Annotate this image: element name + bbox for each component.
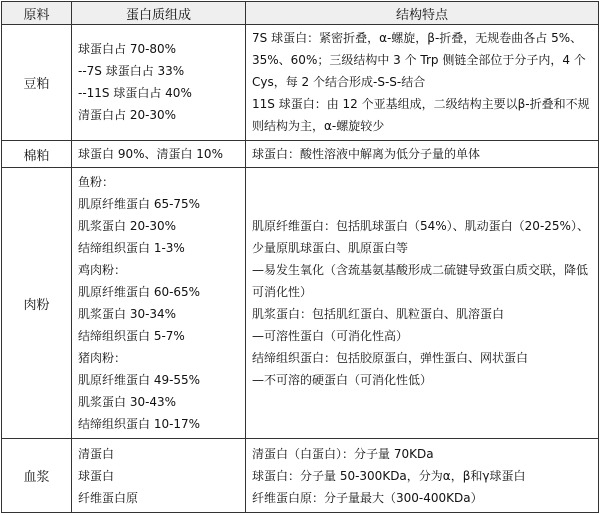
material-cell: 肉粉	[2, 168, 72, 439]
protein-line: 肌原纤维蛋白 49-55%	[78, 373, 201, 388]
protein-line: 纤维蛋白原	[78, 490, 139, 505]
structure-text: —易发生氧化（含巯基氨基酸形成二硫键导致蛋白质交联，降低可消化性）	[252, 263, 589, 300]
structure-cell	[246, 140, 599, 167]
protein-cell	[72, 25, 246, 141]
structure-text: 球蛋白：酸性溶液中解离为低分子量的单体	[252, 147, 481, 162]
header-material: 原料	[2, 2, 72, 25]
structure-cell	[246, 168, 599, 439]
protein-line: 球蛋白 90%、清蛋白 10%	[78, 147, 223, 162]
table-row-meat-meal	[2, 168, 599, 439]
table-row-plasma	[2, 439, 599, 513]
protein-line: 鸡肉粉：	[78, 263, 127, 278]
protein-line: 猪肉粉：	[78, 351, 127, 366]
structure-text: —可溶性蛋白（可消化性高）	[252, 329, 409, 344]
protein-cell	[72, 439, 246, 513]
protein-line: 结缔组织蛋白 10-17%	[78, 417, 201, 432]
protein-line: 清蛋白占 20-30%	[78, 108, 177, 123]
protein-line: 肌原纤维蛋白 65-75%	[78, 197, 201, 212]
protein-line: --7S 球蛋白占 33%	[78, 64, 185, 79]
protein-structure-table	[1, 1, 599, 513]
protein-line: 肌浆蛋白 30-34%	[78, 307, 177, 322]
structure-text: 纤维蛋白原：分子量最大（300-400KDa）	[252, 490, 483, 505]
structure-text: 清蛋白（白蛋白）：分子量 70KDa	[252, 446, 434, 461]
material-cell: 血浆	[2, 439, 72, 513]
protein-line: 清蛋白	[78, 446, 115, 461]
structure-cell	[246, 25, 599, 141]
structure-text: 结缔组织蛋白：包括胶原蛋白，弹性蛋白、网状蛋白	[252, 351, 529, 366]
structure-text: 7S 球蛋白：紧密折叠，α-螺旋，β-折叠，无规卷曲各占 5%、35%、60%；三级结构中 3 个 Trp 侧链全部位于分子内，4 个 Cys，每 2 个结合形成-S-S-结合	[252, 31, 586, 90]
protein-line: 肌浆蛋白 20-30%	[78, 219, 177, 234]
structure-text: 11S 球蛋白：由 12 个亚基组成，二级结构主要以β-折叠和不规则结构为主，α-螺旋较少	[252, 97, 590, 134]
header-protein: 蛋白质组成	[72, 2, 246, 25]
structure-text: 肌原纤维蛋白：包括肌球蛋白（54%）、肌动蛋白（20-25%）、少量原肌球蛋白、肌原蛋白等	[252, 219, 589, 256]
structure-text: 球蛋白：分子量 50-300KDa，分为α，β和γ球蛋白	[252, 468, 526, 483]
protein-line: 球蛋白	[78, 468, 115, 483]
protein-line: --11S 球蛋白占 40%	[78, 86, 192, 101]
header-row	[2, 2, 599, 25]
protein-line: 鱼粉：	[78, 175, 115, 190]
material-cell: 棉粕	[2, 140, 72, 167]
structure-text: —不可溶的硬蛋白（可消化性低）	[252, 373, 433, 388]
structure-text: 肌浆蛋白：包括肌红蛋白、肌粒蛋白、肌溶蛋白	[252, 307, 505, 322]
protein-line: 结缔组织蛋白 5-7%	[78, 329, 185, 344]
protein-line: 肌原纤维蛋白 60-65%	[78, 285, 201, 300]
protein-line: 球蛋白占 70-80%	[78, 42, 177, 57]
protein-cell	[72, 140, 246, 167]
material-cell: 豆粕	[2, 25, 72, 141]
protein-line: 肌浆蛋白 30-43%	[78, 395, 177, 410]
protein-cell	[72, 168, 246, 439]
table-row-soybean-meal	[2, 25, 599, 141]
header-structure: 结构特点	[246, 2, 599, 25]
table-row-cottonseed-meal	[2, 140, 599, 167]
structure-cell	[246, 439, 599, 513]
protein-line: 结缔组织蛋白 1-3%	[78, 241, 185, 256]
